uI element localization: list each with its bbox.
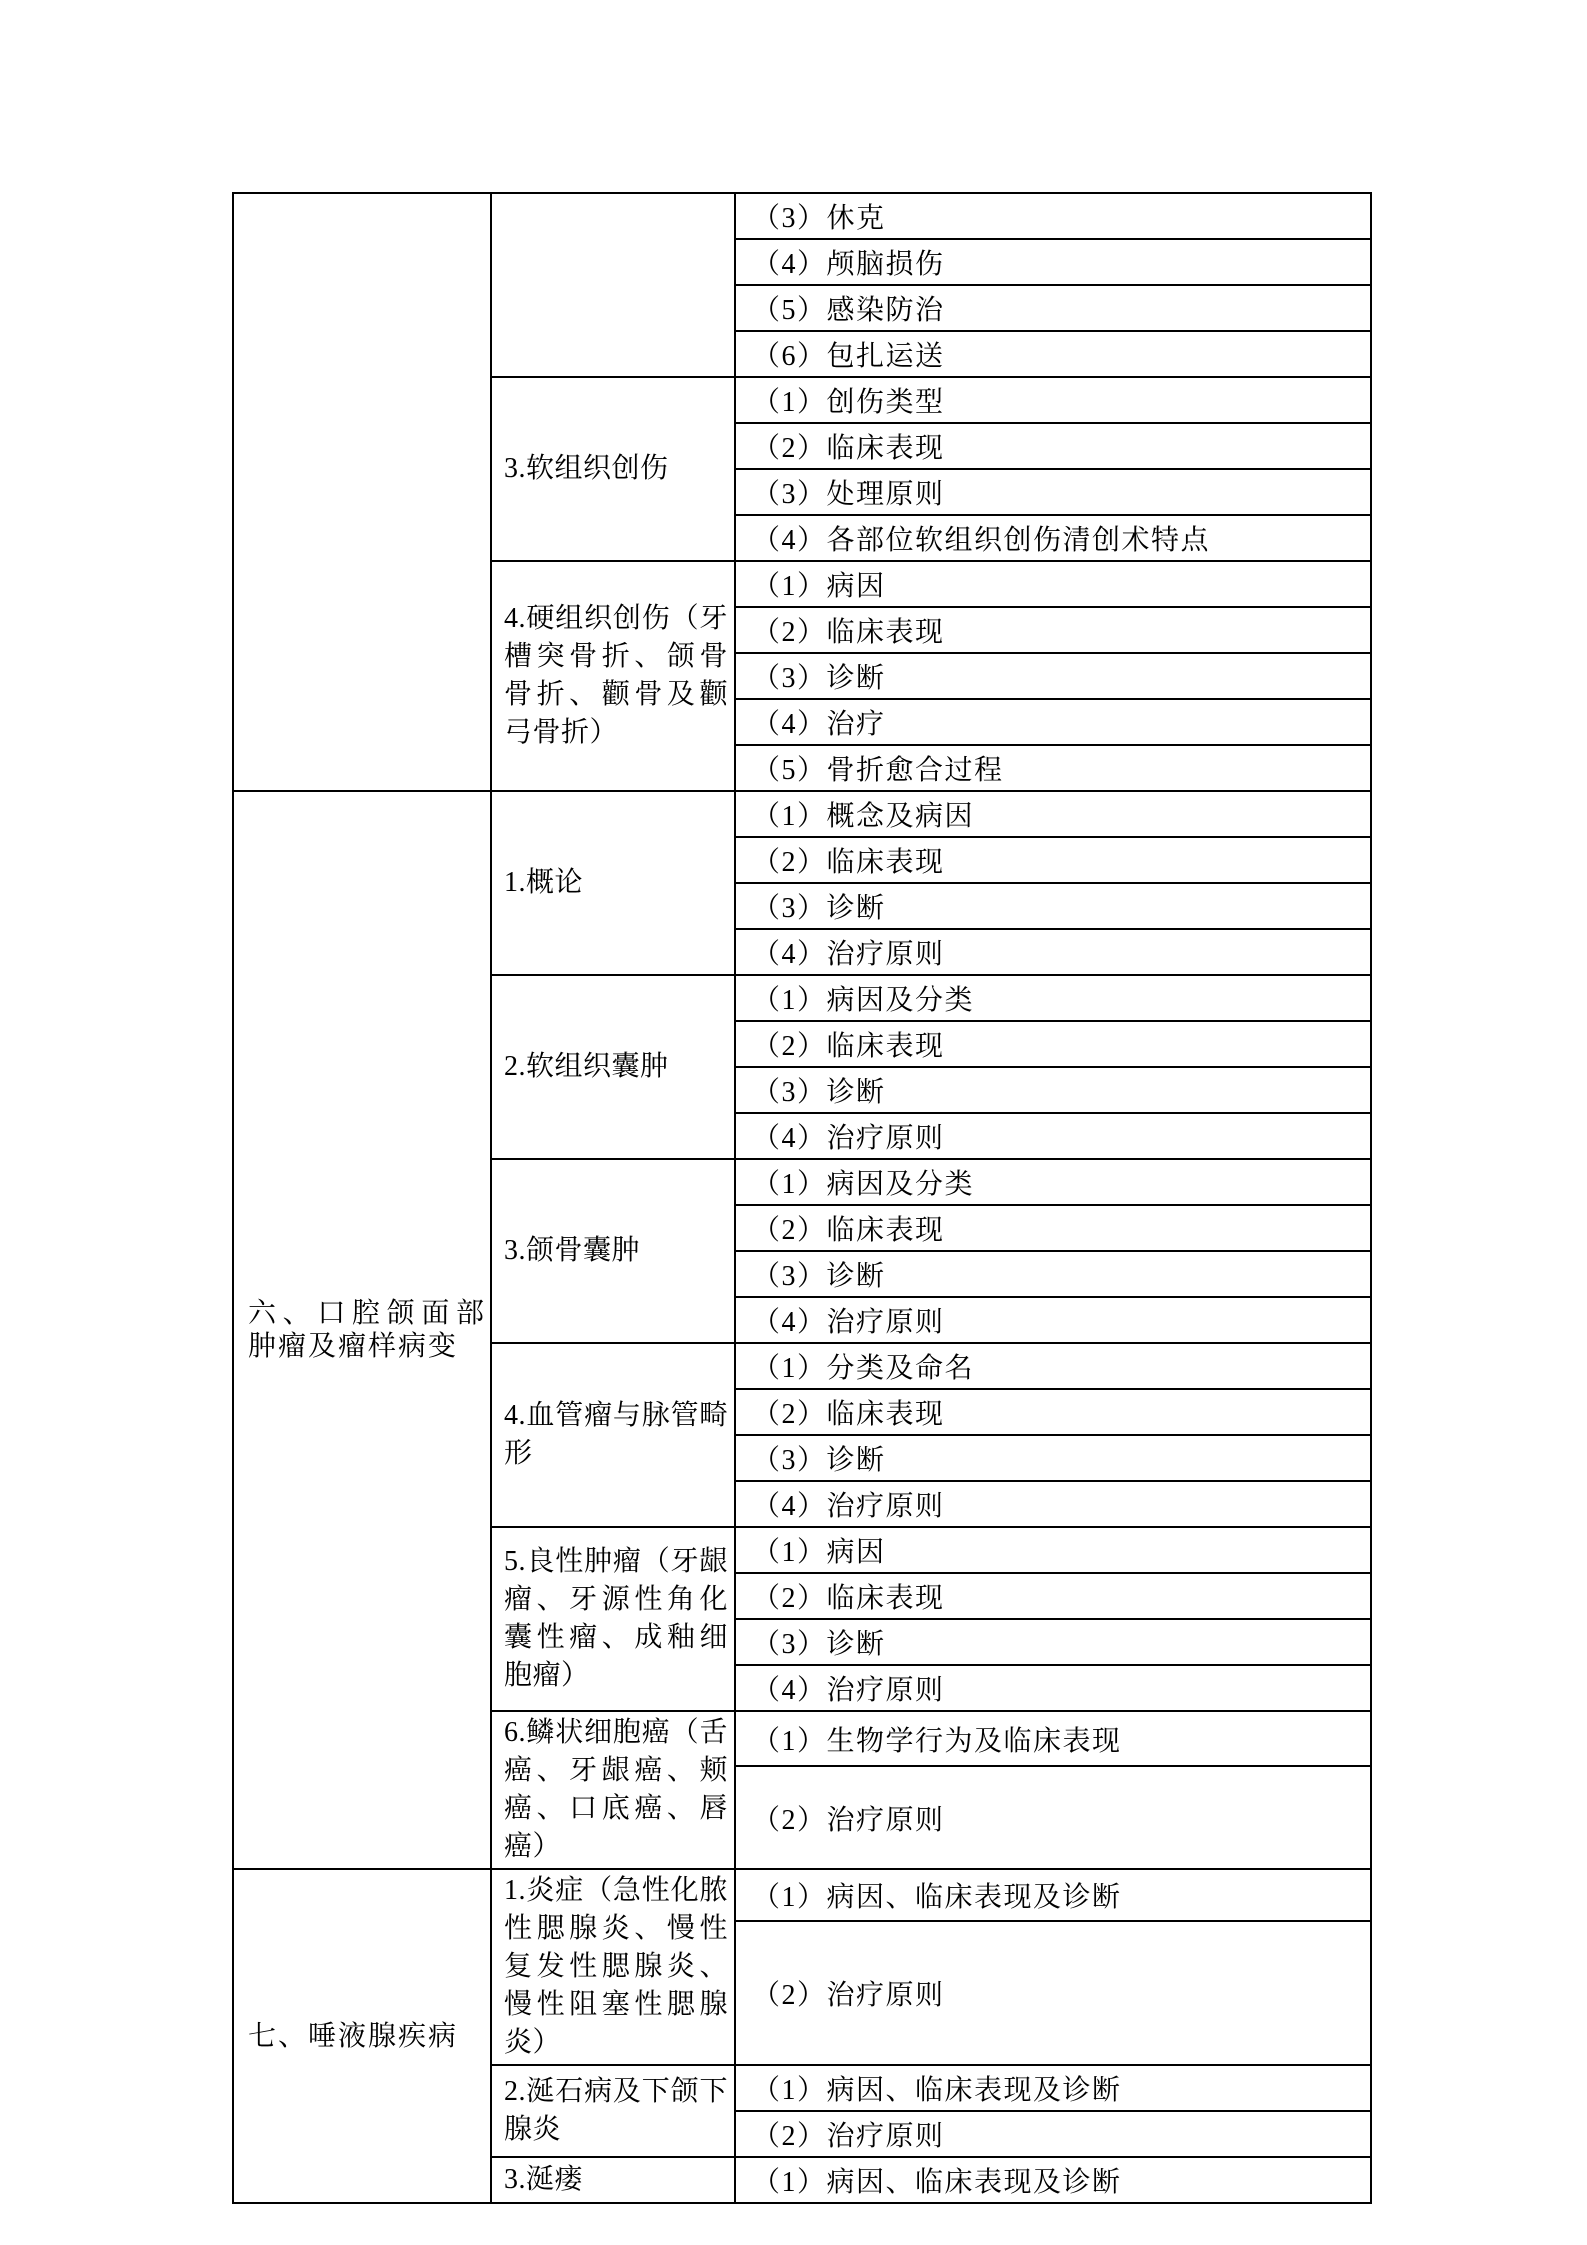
table-row — [233, 791, 1371, 837]
topic-label: 4.硬组织创伤（牙槽突骨折、颌骨骨折、颧骨及颧弓骨折） — [491, 561, 735, 791]
syllabus-item: （1）病因 — [735, 561, 1371, 607]
syllabus-item: （1）生物学行为及临床表现 — [735, 1711, 1371, 1766]
topic-label: 2.软组织囊肿 — [491, 975, 735, 1159]
topic-label: 3.涎瘘 — [491, 2157, 735, 2203]
topic-label: 1.概论 — [491, 791, 735, 975]
section-label: 六、口腔颌面部肿瘤及瘤样病变 — [233, 791, 491, 1869]
syllabus-item: （4）各部位软组织创伤清创术特点 — [735, 515, 1371, 561]
syllabus-item: （2）临床表现 — [735, 607, 1371, 653]
syllabus-item: （6）包扎运送 — [735, 331, 1371, 377]
syllabus-item: （2）临床表现 — [735, 1573, 1371, 1619]
syllabus-item: （2）临床表现 — [735, 423, 1371, 469]
syllabus-item: （2）治疗原则 — [735, 2111, 1371, 2157]
table-row — [233, 1869, 1371, 1921]
topic-label: 5.良性肿瘤（牙龈瘤、牙源性角化囊性瘤、成釉细胞瘤） — [491, 1527, 735, 1711]
topic-label: 4.血管瘤与脉管畸形 — [491, 1343, 735, 1527]
table-row — [233, 193, 1371, 239]
syllabus-item: （3）诊断 — [735, 1251, 1371, 1297]
topic-label: 3.软组织创伤 — [491, 377, 735, 561]
syllabus-item: （2）临床表现 — [735, 1389, 1371, 1435]
syllabus-item: （3）诊断 — [735, 883, 1371, 929]
syllabus-item: （2）临床表现 — [735, 1205, 1371, 1251]
syllabus-item: （2）治疗原则 — [735, 1766, 1371, 1869]
syllabus-item: （4）治疗 — [735, 699, 1371, 745]
syllabus-item: （1）病因、临床表现及诊断 — [735, 1869, 1371, 1921]
syllabus-table — [232, 192, 1372, 2204]
section-label: 七、唾液腺疾病 — [233, 1869, 491, 2203]
syllabus-item: （3）休克 — [735, 193, 1371, 239]
syllabus-item: （2）临床表现 — [735, 1021, 1371, 1067]
syllabus-item: （1）概念及病因 — [735, 791, 1371, 837]
syllabus-item: （4）治疗原则 — [735, 929, 1371, 975]
syllabus-item: （1）病因 — [735, 1527, 1371, 1573]
syllabus-item: （1）病因、临床表现及诊断 — [735, 2065, 1371, 2111]
syllabus-item: （2）临床表现 — [735, 837, 1371, 883]
syllabus-item: （4）治疗原则 — [735, 1665, 1371, 1711]
syllabus-item: （3）诊断 — [735, 1067, 1371, 1113]
syllabus-item: （3）处理原则 — [735, 469, 1371, 515]
syllabus-item: （5）骨折愈合过程 — [735, 745, 1371, 791]
syllabus-item: （3）诊断 — [735, 1435, 1371, 1481]
topic-label: 6.鳞状细胞癌（舌癌、牙龈癌、颊癌、口底癌、唇癌） — [491, 1711, 735, 1869]
syllabus-item: （3）诊断 — [735, 653, 1371, 699]
topic-label: 1.炎症（急性化脓性腮腺炎、慢性复发性腮腺炎、慢性阻塞性腮腺炎） — [491, 1869, 735, 2065]
topic-label: 3.颌骨囊肿 — [491, 1159, 735, 1343]
topic-label: 2.涎石病及下颌下腺炎 — [491, 2065, 735, 2157]
syllabus-item: （1）创伤类型 — [735, 377, 1371, 423]
topic-cell-empty — [491, 193, 735, 377]
syllabus-item: （4）颅脑损伤 — [735, 239, 1371, 285]
syllabus-item: （2）治疗原则 — [735, 1921, 1371, 2065]
syllabus-item: （1）病因及分类 — [735, 1159, 1371, 1205]
syllabus-item: （1）分类及命名 — [735, 1343, 1371, 1389]
syllabus-item: （5）感染防治 — [735, 285, 1371, 331]
syllabus-item: （1）病因及分类 — [735, 975, 1371, 1021]
syllabus-item: （4）治疗原则 — [735, 1113, 1371, 1159]
syllabus-item: （4）治疗原则 — [735, 1481, 1371, 1527]
syllabus-item: （3）诊断 — [735, 1619, 1371, 1665]
section-cell-empty — [233, 193, 491, 791]
syllabus-item: （4）治疗原则 — [735, 1297, 1371, 1343]
syllabus-item: （1）病因、临床表现及诊断 — [735, 2157, 1371, 2203]
